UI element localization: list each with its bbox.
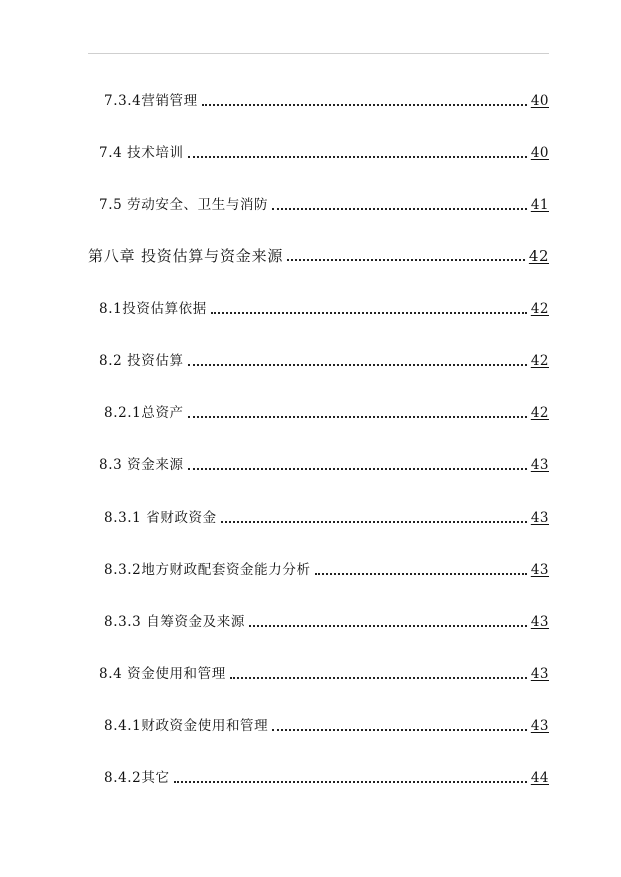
toc-entry-8-1[interactable] <box>99 297 549 317</box>
toc-entry-label: 8.4.2其它 <box>104 770 170 786</box>
toc-page-number: 43 <box>530 614 549 630</box>
toc-entry-label: 8.2 投资估算 <box>99 353 184 369</box>
dot-leader <box>272 729 527 731</box>
toc-entry-8-3-3[interactable] <box>104 610 549 630</box>
toc-entry-label: 8.4 资金使用和管理 <box>99 666 226 682</box>
toc-page-number: 44 <box>530 770 549 786</box>
toc-entry-label: 7.3.4营销管理 <box>104 93 198 109</box>
toc-page-number: 42 <box>530 353 549 369</box>
dot-leader <box>188 156 527 158</box>
toc-entry-label: 8.3.2地方财政配套资金能力分析 <box>104 562 311 578</box>
toc-page-number: 40 <box>530 93 549 109</box>
dot-leader <box>287 259 525 261</box>
dot-leader <box>211 312 527 314</box>
toc-entry-label: 8.3.3 自筹资金及来源 <box>104 614 245 630</box>
toc-entry-8-3[interactable] <box>99 453 549 473</box>
dot-leader <box>221 521 527 523</box>
toc-entry-8-4-2[interactable] <box>104 766 549 786</box>
dot-leader <box>230 677 527 679</box>
toc-page-number: 43 <box>530 562 549 578</box>
toc-page-number: 42 <box>530 405 549 421</box>
dot-leader <box>315 573 527 575</box>
toc-entry-7-4[interactable] <box>99 141 549 161</box>
toc-page-number: 40 <box>530 145 549 161</box>
header-rule <box>88 53 549 54</box>
toc-entry-chapter-8[interactable] <box>88 244 549 264</box>
toc-page-number: 42 <box>530 301 549 317</box>
toc-entry-8-2[interactable] <box>99 349 549 369</box>
dot-leader <box>249 625 527 627</box>
toc-chapter-label: 第八章 投资估算与资金来源 <box>88 247 284 265</box>
toc-page-number: 43 <box>530 510 549 526</box>
toc-entry-label: 8.4.1财政资金使用和管理 <box>104 718 269 734</box>
toc-entry-label: 7.4 技术培训 <box>99 145 184 161</box>
toc-entry-label: 8.2.1总资产 <box>104 405 184 421</box>
dot-leader <box>202 104 527 106</box>
toc-page-number: 43 <box>530 718 549 734</box>
toc-entry-8-3-2[interactable] <box>104 558 549 578</box>
toc-entry-label: 7.5 劳动安全、卫生与消防 <box>99 197 269 213</box>
toc-page-number: 43 <box>530 457 549 473</box>
dot-leader <box>188 364 527 366</box>
toc-entry-8-3-1[interactable] <box>104 506 549 526</box>
toc-page-number: 43 <box>530 666 549 682</box>
dot-leader <box>188 416 527 418</box>
toc-page-number: 42 <box>528 247 549 265</box>
dot-leader <box>272 208 527 210</box>
toc-entry-8-4[interactable] <box>99 662 549 682</box>
dot-leader <box>174 781 527 783</box>
toc-entry-label: 8.1投资估算依据 <box>99 301 207 317</box>
toc-entry-8-2-1[interactable] <box>104 401 549 421</box>
toc-entry-label: 8.3.1 省财政资金 <box>104 510 217 526</box>
toc-entry-7-5[interactable] <box>99 193 549 213</box>
toc-entry-label: 8.3 资金来源 <box>99 457 184 473</box>
toc-page-number: 41 <box>530 197 549 213</box>
toc-entry-8-4-1[interactable] <box>104 714 549 734</box>
toc-entry-7-3-4[interactable] <box>104 89 549 109</box>
dot-leader <box>188 468 527 470</box>
